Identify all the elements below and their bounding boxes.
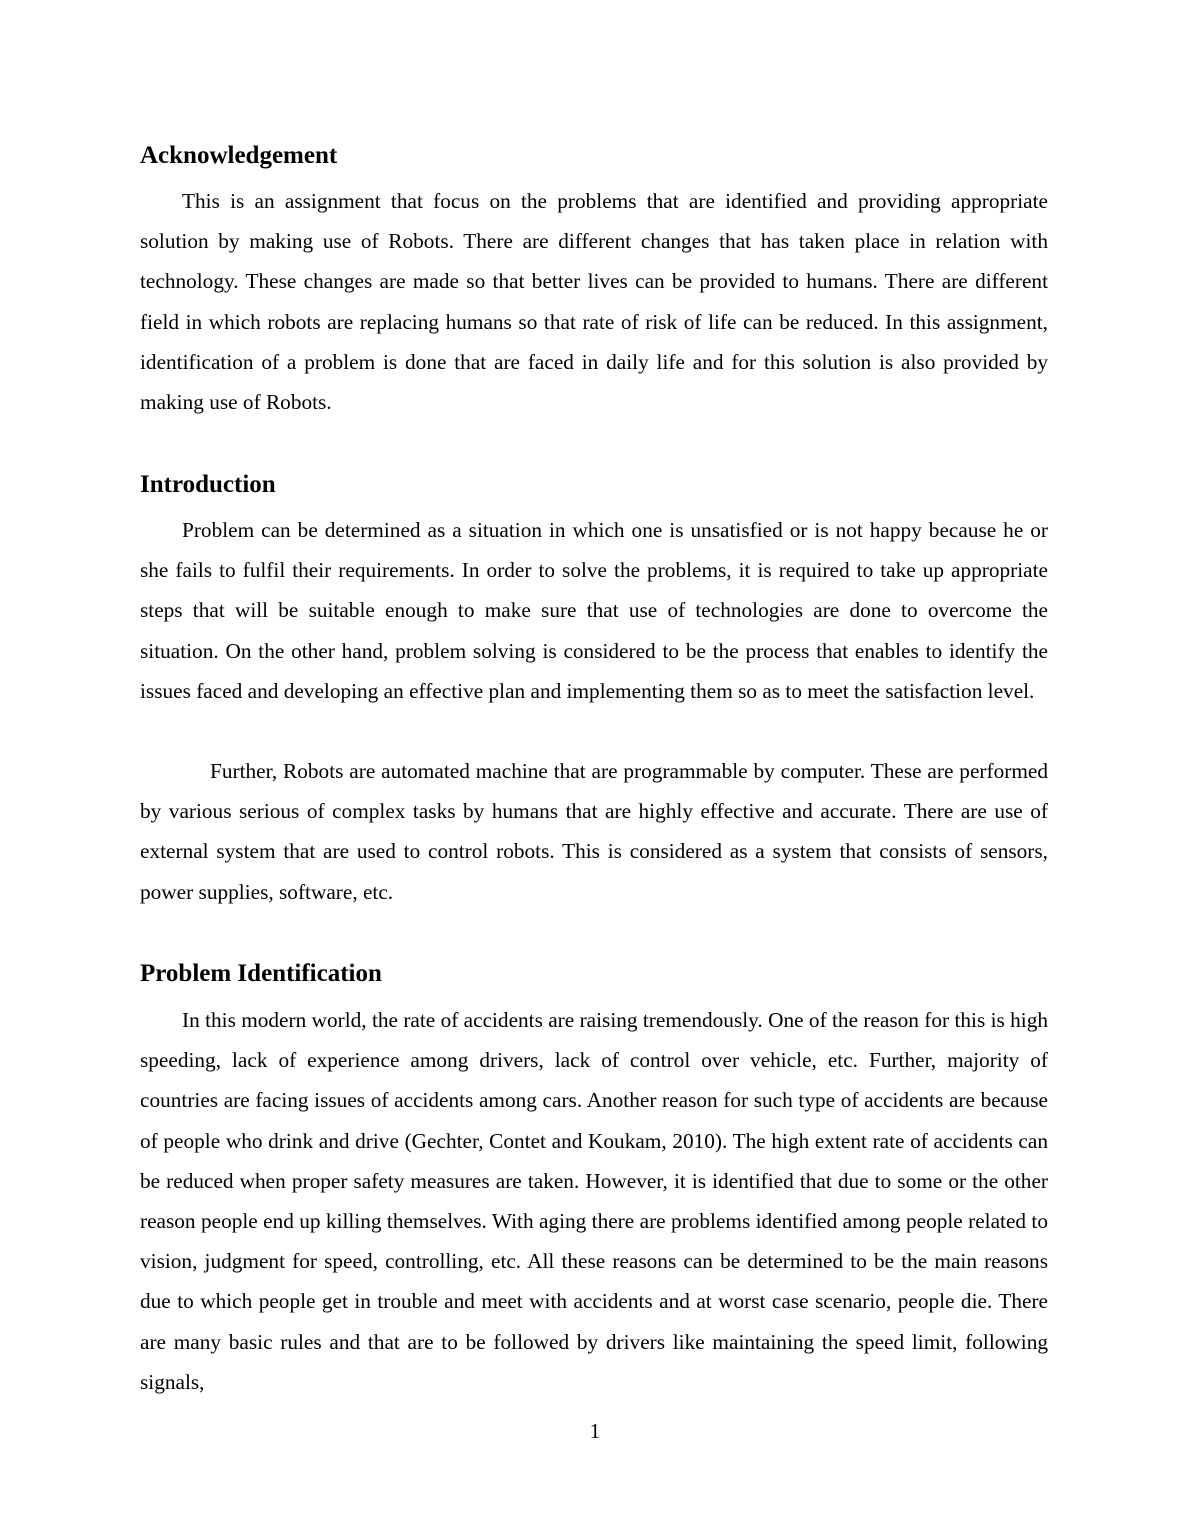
acknowledgement-paragraph: This is an assignment that focus on the problems that are identified and providing appropriate solution by making use of Robots. There are different changes that has taken place in relation with technology. These changes are made so that better lives can be provided to humans. There are different field in which robots are replacing humans so that rate of risk of life can be reduced. In this assignment, identification of a problem is done that are faced in daily life and for this solution is also provided by making use of Robots.	[140, 189, 1048, 415]
acknowledgement-heading: Acknowledgement	[140, 142, 338, 169]
introduction-paragraph-2: Further, Robots are automated machine that are programmable by computer. These are performed by various serious of complex tasks by humans that are highly effective and accurate. There are use of external system that are used to control robots. This is considered as a system that consists of sensors, power supplies, software, etc.	[140, 759, 1048, 904]
problem-identification-paragraph: In this modern world, the rate of accidents are raising tremendously. One of the reason for this is high speeding, lack of experience among drivers, lack of control over vehicle, etc. Further, majority of countries are facing issues of accidents among cars. Another reason for such type of accidents are because of people who drink and drive (Gechter, Contet and Koukam, 2010). The high extent rate of accidents can be reduced when proper safety measures are taken. However, it is identified that due to some or the other reason people end up killing themselves. With aging there are problems identified among people related to vision, judgment for speed, controlling, etc. All these reasons can be determined to be the main reasons due to which people get in trouble and meet with accidents and at worst case scenario, people die. There are many basic rules and that are to be followed by drivers like maintaining the speed limit, following signals,	[140, 1008, 1048, 1394]
introduction-paragraph-1: Problem can be determined as a situation in which one is unsatisfied or is not happy because he or she fails to fulfil their requirements. In order to solve the problems, it is required to take up appropriate steps that will be suitable enough to make sure that use of technologies are done to overcome the situation. On the other hand, problem solving is considered to be the process that enables to identify the issues faced and developing an effective plan and implementing them so as to meet the satisfaction level.	[140, 518, 1048, 703]
problem-identification-heading: Problem Identification	[140, 960, 382, 987]
introduction-heading: Introduction	[140, 471, 276, 498]
page-number: 1	[589, 1419, 601, 1443]
